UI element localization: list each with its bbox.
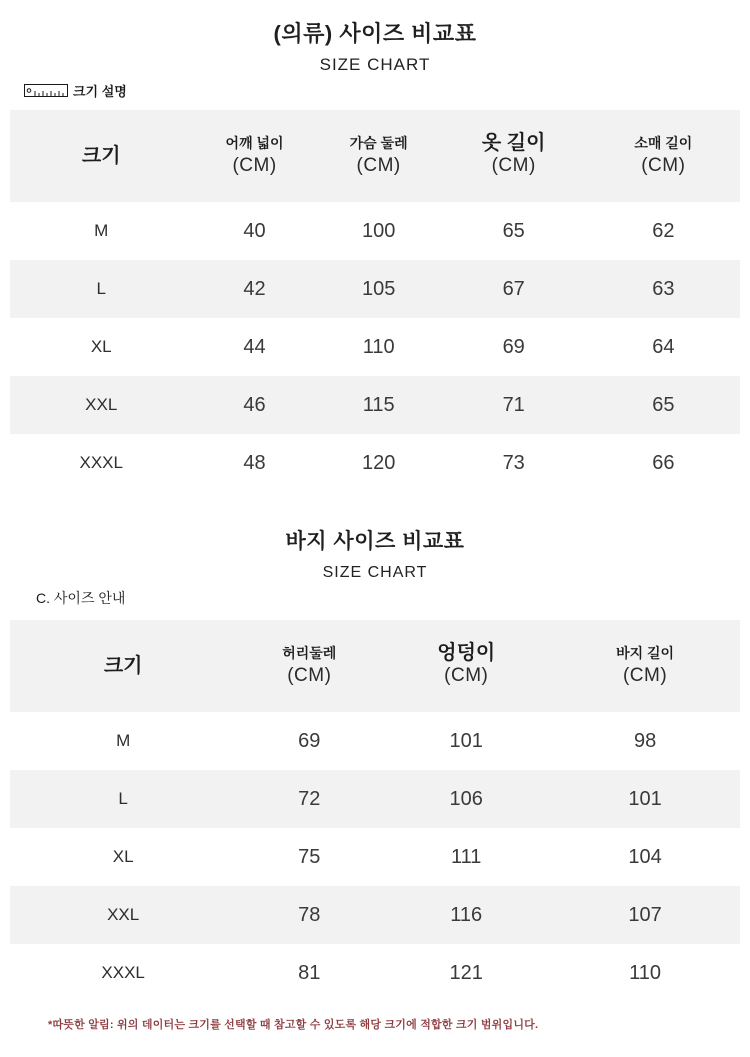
measurement-cell: 69 bbox=[502, 335, 525, 358]
pants-size-guide-label: C. 사이즈 안내 bbox=[36, 590, 126, 606]
size-description-label: 크기 설명 bbox=[73, 84, 127, 99]
table-row bbox=[10, 770, 740, 828]
pants-title-english: SIZE CHART bbox=[322, 564, 428, 581]
measurement-cell: 100 bbox=[361, 219, 396, 242]
measurement-cell: 105 bbox=[361, 277, 396, 300]
size-label-cell: XXXL bbox=[79, 453, 123, 472]
pants-size-table bbox=[10, 620, 740, 1002]
table-row bbox=[10, 202, 740, 260]
measurement-cell: 111 bbox=[451, 845, 482, 868]
size-label-cell: M bbox=[116, 731, 131, 750]
tops-size-section bbox=[0, 20, 750, 492]
measurement-cell: 71 bbox=[502, 393, 525, 416]
table-row bbox=[10, 434, 740, 492]
size-label-cell: XXL bbox=[85, 395, 118, 414]
table-row bbox=[10, 376, 740, 434]
measurement-cell: 81 bbox=[298, 961, 321, 984]
tops-table-header bbox=[10, 110, 740, 202]
column-header: 옷 길이 (CM) bbox=[481, 132, 546, 176]
measurement-cell: 67 bbox=[502, 277, 525, 300]
measurement-cell: 69 bbox=[298, 729, 321, 752]
header-row bbox=[10, 110, 740, 202]
measurement-cell: 73 bbox=[502, 451, 525, 474]
tops-title-korean: (의류) 사이즈 비교표 bbox=[273, 21, 477, 46]
size-label-cell: L bbox=[118, 789, 128, 808]
column-header: 크기 bbox=[81, 145, 121, 167]
measurement-cell: 75 bbox=[298, 845, 321, 868]
ruler-icon bbox=[24, 83, 68, 98]
column-header: 소매 길이 (CM) bbox=[634, 135, 693, 176]
size-label-cell: XXL bbox=[107, 905, 140, 924]
measurement-cell: 107 bbox=[628, 903, 662, 926]
size-label-cell: XL bbox=[90, 337, 112, 356]
measurement-cell: 42 bbox=[243, 277, 266, 300]
pants-size-section bbox=[0, 528, 750, 1002]
size-label-cell: XL bbox=[112, 847, 134, 866]
measurement-cell: 101 bbox=[628, 787, 662, 810]
column-header: 어깨 넓이 (CM) bbox=[225, 135, 284, 176]
measurement-cell: 101 bbox=[449, 729, 483, 752]
column-header: 엉덩이 (CM) bbox=[437, 642, 496, 686]
measurement-cell: 40 bbox=[243, 219, 266, 242]
column-header: 크기 bbox=[103, 655, 143, 677]
table-row bbox=[10, 828, 740, 886]
table-row bbox=[10, 712, 740, 770]
measurement-cell: 62 bbox=[652, 219, 675, 242]
measurement-cell: 115 bbox=[362, 393, 395, 416]
measurement-cell: 116 bbox=[450, 903, 483, 926]
measurement-cell: 110 bbox=[362, 335, 395, 358]
pants-table-body bbox=[10, 712, 740, 1002]
warm-notice-footnote: *따뜻한 알림: 위의 데이터는 크기를 선택할 때 참고할 수 있도록 해당 크기에 적합한 크기 범위입니다. bbox=[48, 1019, 539, 1031]
table-row bbox=[10, 944, 740, 1002]
measurement-cell: 104 bbox=[628, 845, 662, 868]
measurement-cell: 78 bbox=[298, 903, 321, 926]
measurement-cell: 121 bbox=[449, 961, 483, 984]
measurement-cell: 64 bbox=[652, 335, 675, 358]
column-header: 허리둘레 (CM) bbox=[282, 645, 337, 686]
measurement-cell: 110 bbox=[629, 961, 662, 984]
measurement-cell: 46 bbox=[243, 393, 266, 416]
column-header: 바지 길이 (CM) bbox=[616, 645, 675, 686]
measurement-cell: 65 bbox=[652, 393, 675, 416]
measurement-cell: 120 bbox=[361, 451, 396, 474]
measurement-cell: 63 bbox=[652, 277, 675, 300]
header-row bbox=[10, 620, 740, 712]
pants-title-korean: 바지 사이즈 비교표 bbox=[285, 530, 465, 553]
size-label-cell: M bbox=[94, 221, 109, 240]
measurement-cell: 44 bbox=[243, 335, 266, 358]
measurement-cell: 66 bbox=[652, 451, 675, 474]
measurement-cell: 72 bbox=[298, 787, 321, 810]
measurement-cell: 65 bbox=[502, 219, 525, 242]
size-label-cell: XXXL bbox=[101, 963, 145, 982]
measurement-cell: 98 bbox=[633, 729, 657, 752]
size-label-cell: L bbox=[96, 279, 106, 298]
measurement-cell: 106 bbox=[449, 787, 483, 810]
column-header: 가슴 둘레 (CM) bbox=[349, 135, 408, 176]
table-row bbox=[10, 318, 740, 376]
table-row bbox=[10, 886, 740, 944]
pants-table-header bbox=[10, 620, 740, 712]
tops-size-table bbox=[10, 110, 740, 492]
tops-title-english: SIZE CHART bbox=[319, 55, 431, 74]
size-description-label-row bbox=[24, 81, 750, 100]
table-row bbox=[10, 260, 740, 318]
tops-table-body bbox=[10, 202, 740, 492]
measurement-cell: 48 bbox=[243, 451, 266, 474]
